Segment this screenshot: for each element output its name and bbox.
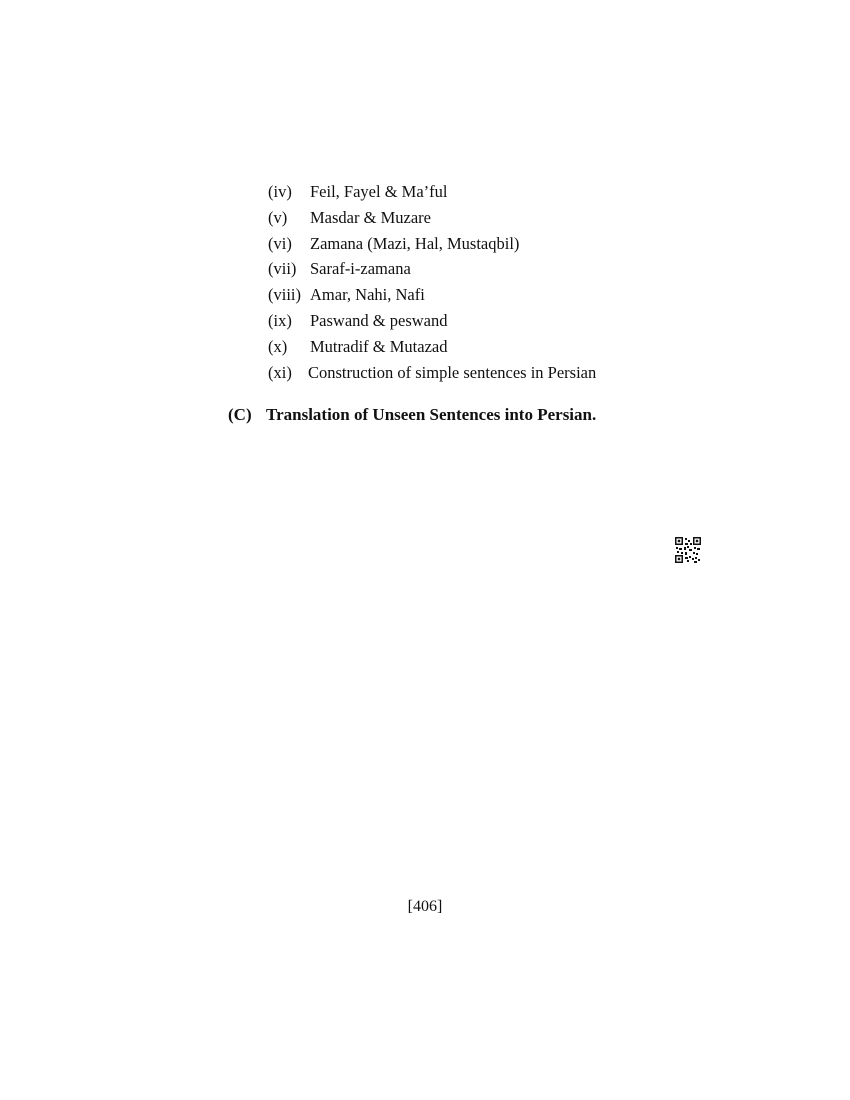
qr-code-icon: [675, 537, 701, 563]
list-item-text: Feil, Fayel & Ma’ful: [310, 182, 448, 201]
list-item-number: (xi): [268, 362, 292, 382]
list-item-number: (v): [268, 207, 288, 227]
list-item-number: (ix): [268, 310, 292, 330]
list-item-text: Construction of simple sentences in Persian: [308, 362, 597, 382]
section-title: Translation of Unseen Sentences into Persian.: [266, 405, 597, 424]
list-item-text: Saraf-i-zamana: [310, 259, 411, 279]
list-item-text: Masdar & Muzare: [310, 207, 431, 227]
list-item: [268, 180, 596, 206]
list-item: [268, 335, 596, 361]
section-heading: [228, 403, 596, 427]
list-item-number: (vii): [268, 259, 297, 279]
topic-list: [268, 180, 596, 386]
page-number: [406]: [407, 898, 443, 915]
list-item: [268, 232, 596, 258]
list-item: [268, 206, 596, 232]
list-item: [268, 257, 596, 283]
list-item-text: Paswand & peswand: [310, 310, 448, 330]
list-item-text: Mutradif & Mutazad: [310, 336, 448, 356]
list-item-text: Zamana (Mazi, Hal, Mustaqbil): [310, 233, 520, 253]
section-label: (C): [228, 405, 252, 424]
list-item-number: (iv): [268, 182, 292, 201]
list-item-number: (x): [268, 336, 288, 356]
list-item-number: (viii): [268, 285, 301, 305]
list-item: [268, 361, 596, 387]
list-item: [268, 283, 596, 309]
list-item-text: Amar, Nahi, Nafi: [310, 285, 425, 305]
list-item: [268, 309, 596, 335]
list-item-number: (vi): [268, 233, 292, 253]
